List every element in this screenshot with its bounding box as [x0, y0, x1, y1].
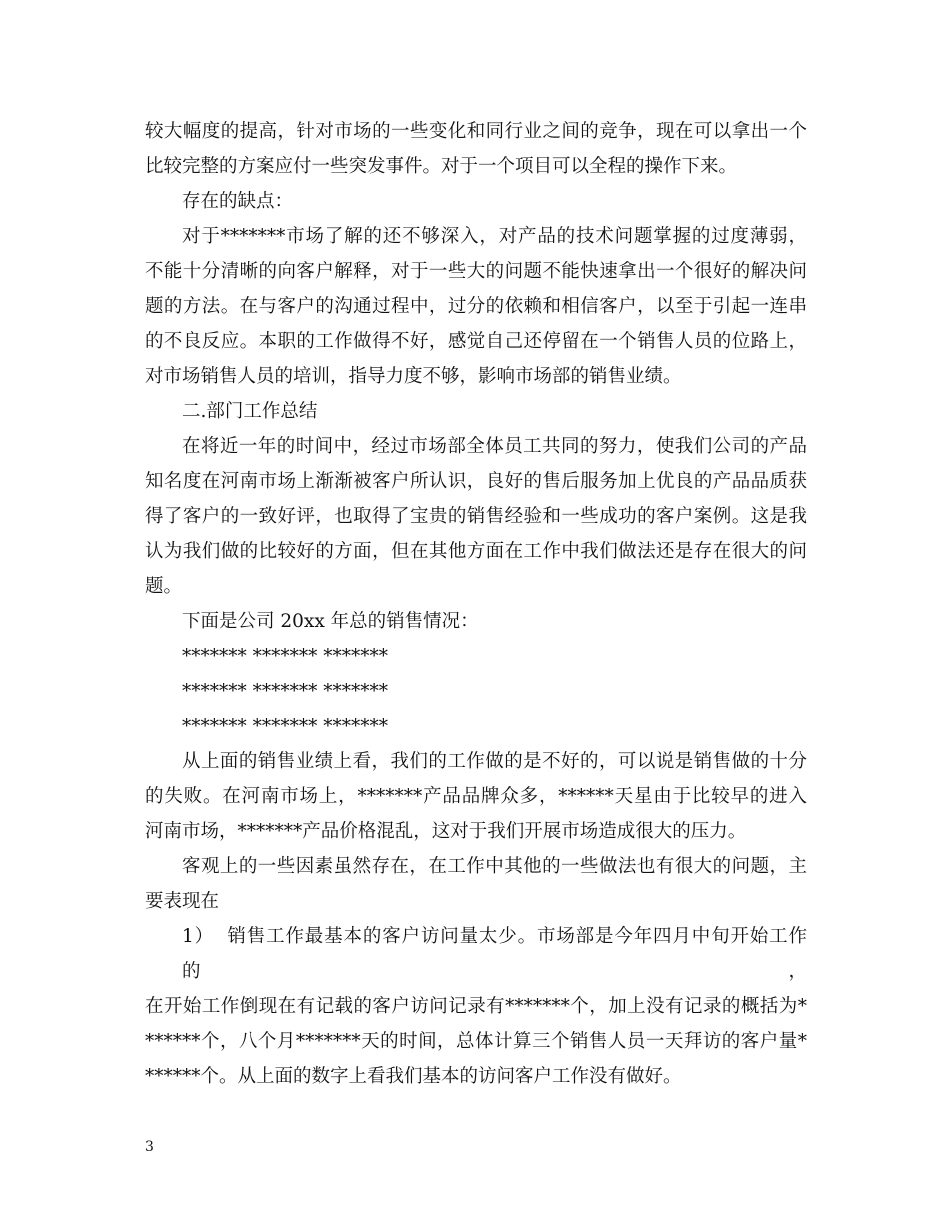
- text-line: 河南市场，*******产品价格混乱，这对于我们开展市场造成很大的压力。: [145, 821, 747, 842]
- text-line: 知名度在河南市场上渐渐被客户所认识，良好的售后服务加上优良的产品品质获: [145, 471, 807, 492]
- paragraph: [145, 219, 807, 394]
- text-line: 题的方法。在与客户的沟通过程中，过分的依赖和相信客户，以至于引起一连串: [145, 296, 807, 317]
- paragraph: [145, 674, 807, 709]
- text-line: ******个。从上面的数字上看我们基本的访问客户工作没有做好。: [145, 1066, 682, 1087]
- text-line: ******* ******* *******: [182, 646, 389, 667]
- text-line: 认为我们做的比较好的方面，但在其他方面在工作中我们做法还是存在很大的问: [145, 541, 807, 562]
- text-line: 二.部门工作总结: [182, 401, 318, 422]
- text-line: ******* ******* *******: [182, 681, 389, 702]
- paragraph: [145, 919, 807, 1094]
- text-line: 的失败。在河南市场上，*******产品品牌众多，******天星由于比较早的进入: [145, 786, 807, 807]
- text-line: 题。: [145, 576, 183, 597]
- text-line: 客观上的一些因素虽然存在，在工作中其他的一些做法也有很大的问题，主: [182, 856, 807, 877]
- paragraph: [145, 744, 807, 849]
- text-line: ******* ******* *******: [182, 716, 389, 737]
- document-body: [145, 114, 807, 1094]
- text-line: 下面是公司 20xx 年总的销售情况：: [182, 611, 479, 632]
- text-line: 在将近一年的时间中，经过市场部全体员工共同的努力，使我们公司的产品: [182, 436, 807, 457]
- text-line: 从上面的销售业绩上看，我们的工作做的是不好的，可以说是销售做的十分: [182, 751, 807, 772]
- text-line: 在开始工作倒现在有记载的客户访问记录有*******个，加上没有记录的概括为*: [145, 996, 807, 1017]
- text-line: ******个，八个月*******天的时间，总体计算三个销售人员一天拜访的客户量*: [145, 1031, 807, 1052]
- text-line: 对市场销售人员的培训，指导力度不够，影响市场部的销售业绩。: [145, 366, 682, 387]
- text-line: 存在的缺点：: [182, 191, 294, 212]
- paragraph: [145, 604, 807, 639]
- paragraph: [145, 709, 807, 744]
- paragraph: [145, 639, 807, 674]
- paragraph: [145, 429, 807, 604]
- text-line: 对于*******市场了解的还不够深入，对产品的技术问题掌握的过度薄弱，: [182, 226, 807, 247]
- paragraph: [145, 184, 807, 219]
- paragraph: [145, 394, 807, 429]
- text-line: 不能十分清晰的向客户解释，对于一些大的问题不能快速拿出一个很好的解决问: [145, 261, 807, 282]
- text-line: 的不良反应。本职的工作做得不好，感觉自己还停留在一个销售人员的位路上，: [145, 331, 807, 352]
- text-line: 1） 销售工作最基本的客户访问量太少。市场部是今年四月中旬开始工作的，: [182, 926, 807, 982]
- text-line: 比较完整的方案应付一些突发事件。对于一个项目可以全程的操作下来。: [145, 156, 738, 177]
- text-line: 较大幅度的提高，针对市场的一些变化和同行业之间的竞争，现在可以拿出一个: [145, 121, 807, 142]
- text-line: 得了客户的一致好评，也取得了宝贵的销售经验和一些成功的客户案例。这是我: [145, 506, 807, 527]
- paragraph: [145, 849, 807, 919]
- page-number: 3: [145, 1139, 154, 1155]
- text-line: 要表现在: [145, 891, 220, 912]
- paragraph: [145, 114, 807, 184]
